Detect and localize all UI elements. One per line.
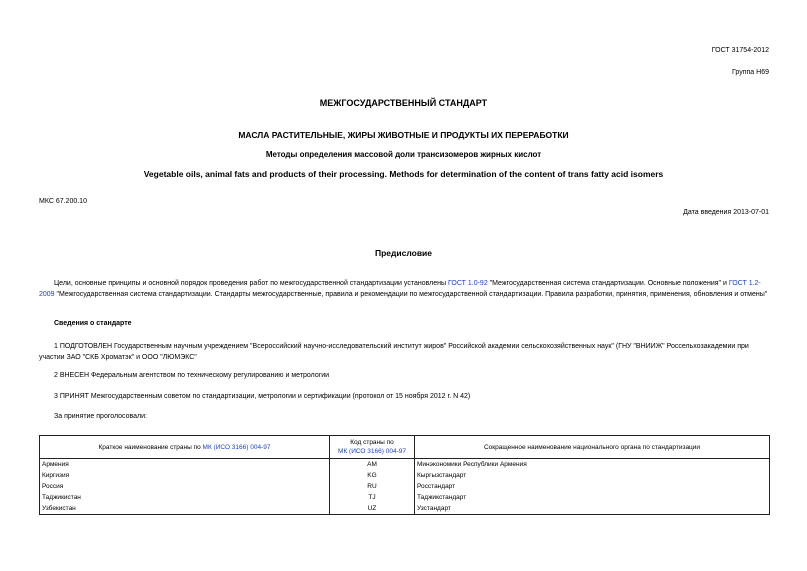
cell-country: Таджикистан <box>40 492 330 503</box>
cell-code: TJ <box>330 492 415 503</box>
mks-code: МКС 67.200.10 <box>39 198 87 205</box>
item-submitted: 2 ВНЕСЕН Федеральным агентством по техническому регулированию и метрологии <box>54 372 330 379</box>
cell-code: UZ <box>330 503 415 515</box>
cell-country: Узбекистан <box>40 503 330 515</box>
link-gost-1-2-2009[interactable]: ГОСТ 1.2-2009 <box>39 280 761 298</box>
table-row <box>40 470 770 481</box>
table-row <box>40 503 770 515</box>
header-country-code <box>330 436 415 459</box>
cell-body: Таджикстандарт <box>415 492 770 503</box>
introduction-date: Дата введения 2013-07-01 <box>683 209 769 216</box>
cell-body: Узстандарт <box>415 503 770 515</box>
item-adopted: 3 ПРИНЯТ Межгосударственным советом по стандартизации, метрологии и сертификации (протокол от 15 ноября 2012 г. N 42) <box>54 393 471 400</box>
preface-paragraph <box>39 278 769 300</box>
title-english: Vegetable oils, animal fats and products of their processing. Methods for determination of the content of trans fatty acid isomers <box>143 169 664 179</box>
link-gost-1-0-92[interactable]: ГОСТ 1.0-92 <box>447 280 488 287</box>
cell-body: Минэкономики Республики Армения <box>415 459 770 471</box>
table-row <box>40 492 770 503</box>
preface-text-2: "Межгосударственная система стандартизации. Основные положения" и <box>487 280 729 287</box>
header-country-name <box>40 436 330 459</box>
table-row <box>40 459 770 471</box>
link-mk-iso-3166[interactable]: МК (ИСО 3166) 004-97 <box>202 443 271 451</box>
header-code-text: Код страны по <box>350 439 394 446</box>
document-group: Группа Н69 <box>732 69 769 76</box>
preface-text-3: "Межгосударственная система стандартизации. Стандарты межгосударственные, правила и рекомендации по межгосударственной стандартизации. Правила разработки, принятия, применения, обновления и отмены" <box>54 291 768 298</box>
cell-country: Армения <box>40 459 330 471</box>
standard-type-heading: МЕЖГОСУДАРСТВЕННЫЙ СТАНДАРТ <box>319 98 488 108</box>
subtitle-russian: Методы определения массовой доли трансизомеров жирных кислот <box>265 150 542 159</box>
cell-body: Росстандарт <box>415 481 770 492</box>
voted-label: За принятие проголосовали: <box>54 413 147 420</box>
cell-code: AM <box>330 459 415 471</box>
about-standard-heading: Сведения о стандарте <box>54 320 132 327</box>
header-national-body: Сокращенное наименование национального органа по стандартизации <box>415 436 770 459</box>
cell-country: Киргизия <box>40 470 330 481</box>
cell-body: Кыргызстандарт <box>415 470 770 481</box>
table-row <box>40 481 770 492</box>
voting-table <box>39 435 770 515</box>
header-country-text: Краткое наименование страны по <box>98 443 203 451</box>
link-mk-iso-3166-code[interactable]: МК (ИСО 3166) 004-97 <box>338 448 406 455</box>
cell-code: KG <box>330 470 415 481</box>
preface-heading: Предисловие <box>374 248 433 258</box>
table-header-row <box>40 436 770 459</box>
document-number: ГОСТ 31754-2012 <box>711 47 769 54</box>
item-prepared: 1 ПОДГОТОВЛЕН Государственным научным учреждением "Всероссийский научно-исследовательский институт жиров" Российской академии сельскохозяйственных наук" (ГНУ "ВНИИЖ" Россельхозакадемии при участии ЗАО "СКБ Хроматэк" и ООО "ЛЮМЭКС" <box>39 343 749 361</box>
cell-country: Россия <box>40 481 330 492</box>
title-russian: МАСЛА РАСТИТЕЛЬНЫЕ, ЖИРЫ ЖИВОТНЫЕ И ПРОДУКТЫ ИХ ПЕРЕРАБОТКИ <box>238 130 569 140</box>
cell-code: RU <box>330 481 415 492</box>
preface-text-1: Цели, основные принципы и основной порядок проведения работ по межгосударственной стандартизации установлены <box>54 280 448 287</box>
